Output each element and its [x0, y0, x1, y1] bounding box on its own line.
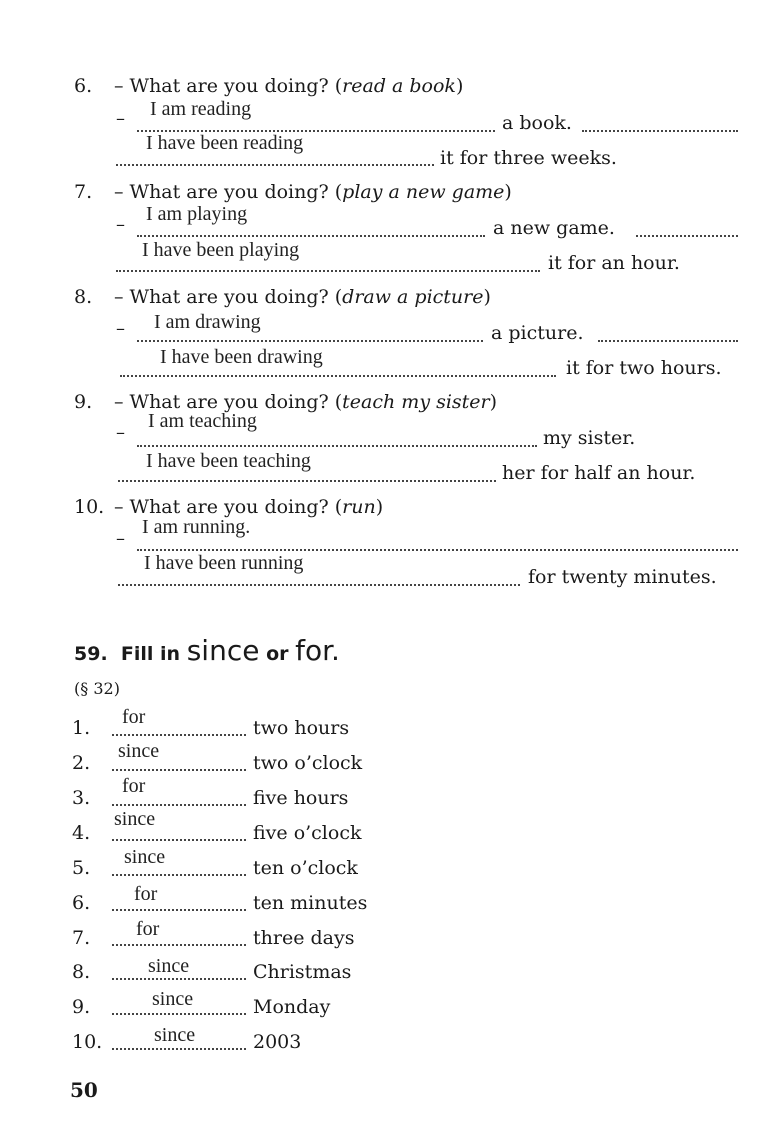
grammar-reference: (§ 32) — [74, 679, 120, 698]
item-number: 7. — [74, 181, 93, 203]
verb-hint: teach my sister — [342, 391, 490, 413]
answer-line — [112, 978, 246, 980]
question: – What are you doing? (play a new game) — [114, 181, 512, 203]
sentence-tail: a new game. — [493, 217, 615, 239]
answer-line — [112, 944, 246, 946]
handwritten-answer: I have been running — [144, 552, 304, 574]
handwritten-answer: since — [154, 1024, 196, 1046]
item-number: 3. — [72, 787, 91, 809]
sentence-tail: it for two hours. — [566, 357, 722, 379]
item-number: 10. — [72, 1031, 103, 1053]
verb-hint: read a book — [342, 75, 456, 97]
phrase: five hours — [253, 787, 349, 809]
item-number: 4. — [72, 822, 91, 844]
answer-line — [137, 340, 483, 342]
phrase: five o’clock — [253, 822, 362, 844]
item-number: 6. — [74, 75, 93, 97]
item-number: 7. — [72, 927, 91, 949]
item-number: 2. — [72, 752, 91, 774]
item-number: 1. — [72, 717, 91, 739]
handwritten-answer: since — [152, 988, 194, 1010]
question: – What are you doing? (run) — [114, 496, 384, 518]
answer-line — [112, 874, 246, 876]
handwritten-answer: I have been playing — [142, 239, 300, 261]
answer-line — [112, 804, 246, 806]
answer-line — [112, 1048, 246, 1050]
sentence-tail: a picture. — [491, 322, 584, 344]
answer-line — [137, 445, 537, 447]
item-number: 9. — [74, 391, 93, 413]
handwritten-answer: since — [124, 846, 166, 868]
answer-line — [120, 375, 556, 377]
handwritten-answer: for — [122, 706, 146, 728]
item-number: 8. — [72, 961, 91, 983]
question: – What are you doing? (draw a picture) — [114, 286, 491, 308]
question: – What are you doing? (read a book) — [114, 75, 464, 97]
verb-hint: play a new game — [342, 181, 505, 203]
item-number: 6. — [72, 892, 91, 914]
phrase: two o’clock — [253, 752, 363, 774]
phrase: Monday — [253, 996, 331, 1018]
dash: – — [116, 214, 125, 235]
handwritten-answer: I have been drawing — [160, 346, 323, 368]
answer-line — [137, 549, 738, 551]
answer-line — [636, 235, 738, 237]
item-number: 5. — [72, 857, 91, 879]
answer-line — [118, 480, 496, 482]
item-number: 8. — [74, 286, 93, 308]
handwritten-answer: for — [134, 883, 158, 905]
handwritten-answer: I am reading — [150, 98, 252, 120]
verb-hint: run — [342, 496, 376, 518]
sentence-tail: her for half an hour. — [502, 462, 696, 484]
dash: – — [116, 422, 125, 443]
question: – What are you doing? (teach my sister) — [114, 391, 498, 413]
phrase: 2003 — [253, 1031, 302, 1053]
dash: – — [116, 528, 125, 549]
phrase: three days — [253, 927, 355, 949]
sentence-tail: it for three weeks. — [440, 147, 617, 169]
answer-line — [137, 235, 485, 237]
answer-line — [112, 1013, 246, 1015]
exercise-heading: 59. Fill in since or for. — [74, 634, 340, 667]
handwritten-answer: for — [122, 775, 146, 797]
phrase: ten minutes — [253, 892, 368, 914]
handwritten-answer: I am running. — [142, 516, 251, 538]
handwritten-answer: I have been reading — [146, 132, 304, 154]
handwritten-answer: since — [118, 740, 160, 762]
answer-line — [116, 164, 434, 166]
phrase: two hours — [253, 717, 350, 739]
sentence-tail: for twenty minutes. — [528, 566, 717, 588]
exercise-number: 59. — [74, 643, 108, 665]
phrase: ten o’clock — [253, 857, 358, 879]
answer-line — [118, 584, 520, 586]
answer-line — [112, 839, 246, 841]
handwritten-answer: for — [136, 918, 160, 940]
dash: – — [116, 318, 125, 339]
answer-line — [582, 130, 738, 132]
phrase: Christmas — [253, 961, 352, 983]
page-number: 50 — [70, 1078, 98, 1102]
dash: – — [116, 108, 125, 129]
handwritten-answer: I am drawing — [154, 311, 261, 333]
handwritten-answer: I am teaching — [148, 410, 257, 432]
answer-line — [112, 909, 246, 911]
handwritten-answer: since — [148, 955, 190, 977]
verb-hint: draw a picture — [342, 286, 484, 308]
answer-line — [112, 734, 246, 736]
handwritten-answer: I have been teaching — [146, 450, 311, 472]
item-number: 9. — [72, 996, 91, 1018]
answer-line — [116, 270, 540, 272]
sentence-tail: a book. — [502, 112, 572, 134]
handwritten-answer: I am playing — [146, 203, 248, 225]
item-number: 10. — [74, 496, 105, 518]
handwritten-answer: since — [114, 808, 156, 830]
sentence-tail: it for an hour. — [548, 252, 680, 274]
sentence-tail: my sister. — [543, 427, 636, 449]
answer-line — [112, 769, 246, 771]
answer-line — [598, 340, 738, 342]
